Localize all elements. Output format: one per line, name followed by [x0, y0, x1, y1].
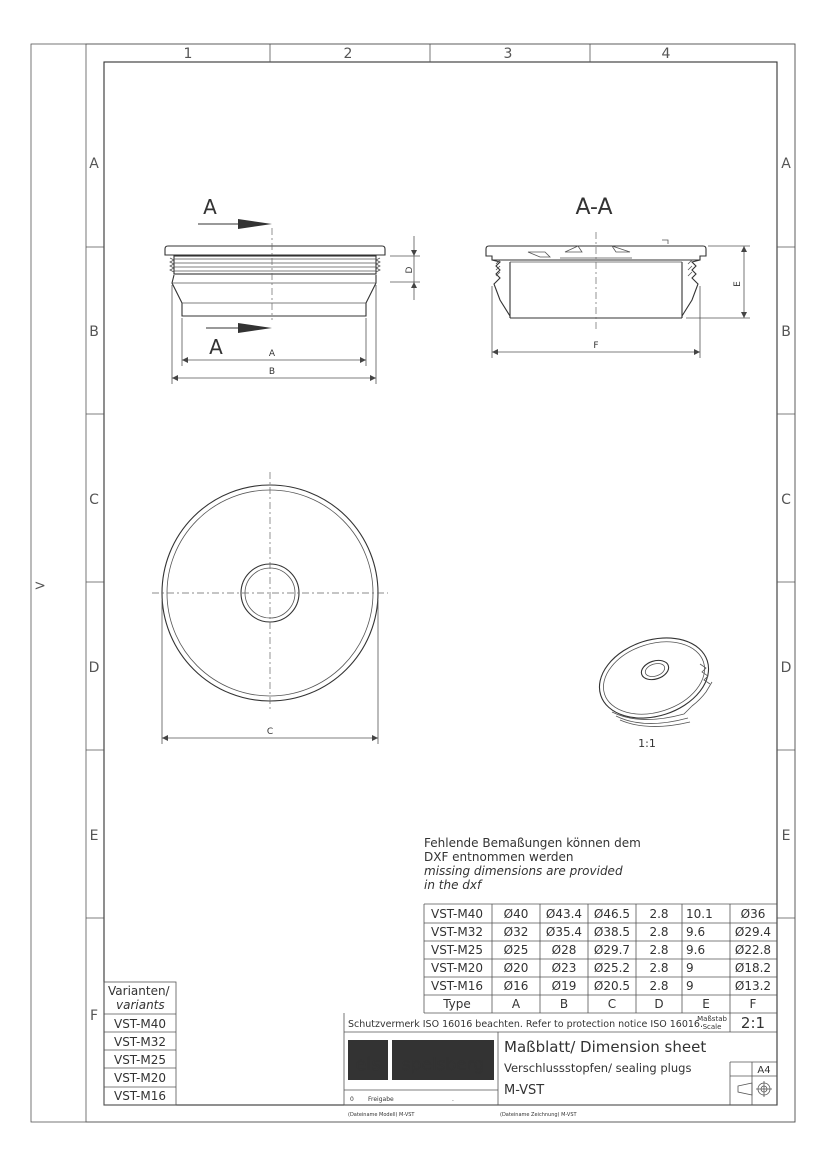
row-label-a-left: A [89, 156, 99, 172]
table-cell: Ø32 [503, 925, 529, 939]
table-cell: VST-M16 [430, 979, 484, 993]
table-cell: Ø29.4 [734, 925, 772, 939]
projection-symbol-icon [738, 1081, 772, 1097]
table-header-cell: F [749, 997, 757, 1011]
table-cell: Ø29.7 [593, 943, 631, 957]
note-de-line1: Fehlende Bemaßungen können dem [424, 836, 641, 850]
table-cell: 2.8 [649, 925, 669, 939]
table-row [431, 961, 771, 975]
row-label-c-right: C [781, 492, 791, 508]
table-header-cell: C [607, 997, 617, 1011]
table-cell: Ø28 [551, 943, 577, 957]
table-cell: Ø35.4 [545, 925, 583, 939]
status-index: 0 [350, 1096, 354, 1103]
table-header-cell: Type [443, 997, 471, 1011]
variant-item: VST-M16 [113, 1089, 167, 1103]
scale-label-de: Maßstab [697, 1015, 727, 1023]
row-label-f-left: F [89, 1008, 99, 1024]
table-row [431, 925, 771, 939]
dxf-note [424, 836, 641, 892]
dimension-b-label: B [268, 367, 276, 377]
table-header-cell: D [654, 997, 664, 1011]
dimension-a-label: A [268, 349, 276, 359]
note-en-line2: in the dxf [424, 878, 482, 892]
variant-item: VST-M40 [113, 1017, 167, 1031]
row-label-e-left: E [89, 828, 99, 844]
dimension-f-label: F [593, 341, 599, 351]
sheet-subtitle: Verschlussstopfen/ sealing plugs [504, 1061, 692, 1075]
table-cell: Ø20 [503, 961, 529, 975]
table-header-cell: E [702, 997, 710, 1011]
table-cell: VST-M25 [430, 943, 484, 957]
row-label-b-left: B [89, 324, 99, 340]
table-cell: Ø43.4 [545, 907, 583, 921]
table-cell: 2.8 [649, 943, 669, 957]
scale-value: 2:1 [740, 1014, 766, 1032]
row-dividers [86, 247, 795, 918]
section-label-bottom: A [209, 335, 223, 359]
table-cell: VST-M32 [430, 925, 484, 939]
table-cell: 2.8 [649, 907, 669, 921]
row-label-a-right: A [781, 156, 791, 172]
section-view [486, 232, 706, 330]
scale-label-en: Scale [702, 1023, 722, 1031]
table-cell: Ø25.2 [593, 961, 631, 975]
note-de-line2: DXF entnommen werden [424, 850, 574, 864]
table-cell: VST-M40 [430, 907, 484, 921]
table-cell: Ø13.2 [734, 979, 772, 993]
note-en-line1: missing dimensions are provided [424, 864, 623, 878]
table-cell: 2.8 [649, 979, 669, 993]
column-dividers [270, 44, 590, 62]
status-dot: . [452, 1096, 454, 1103]
table-cell: 9 [686, 961, 694, 975]
model-filename: (Dateiname Modell) M-VST [348, 1112, 415, 1118]
table-cell: Ø36 [740, 907, 766, 921]
table-row [431, 979, 771, 993]
row-label-c-left: C [89, 492, 99, 508]
dimension-d-label: D [405, 266, 415, 274]
part-number: M-VST [504, 1083, 545, 1098]
variant-item: VST-M20 [113, 1071, 167, 1085]
table-cell: Ø25 [503, 943, 529, 957]
variants-title-de: Varianten/ [108, 984, 170, 998]
table-cell: Ø22.8 [734, 943, 772, 957]
table-cell: 9.6 [686, 943, 706, 957]
variant-item: VST-M32 [113, 1035, 167, 1049]
side-marker: > [34, 578, 46, 594]
column-label-1: 1 [183, 46, 193, 62]
section-arrow-top [198, 219, 272, 229]
status-label: Freigabe [368, 1096, 394, 1103]
section-arrow-bottom [206, 323, 272, 333]
iso-view [589, 625, 719, 732]
table-cell: Ø19 [551, 979, 577, 993]
logo-text-left: els [355, 1054, 381, 1075]
table-cell: Ø38.5 [593, 925, 631, 939]
row-label-b-right: B [781, 324, 791, 340]
column-label-3: 3 [503, 46, 513, 62]
table-cell: Ø46.5 [593, 907, 631, 921]
iso-scale-label: 1:1 [638, 737, 656, 750]
table-header-cell: B [559, 997, 569, 1011]
table-cell: Ø23 [551, 961, 577, 975]
table-cell: Ø18.2 [734, 961, 772, 975]
logo-text-right: spelsberg [401, 1055, 485, 1075]
section-title: A-A [575, 195, 613, 220]
row-label-e-right: E [781, 828, 791, 844]
row-label-d-left: D [88, 660, 100, 676]
table-row [431, 943, 771, 957]
table-cell: VST-M20 [430, 961, 484, 975]
column-label-2: 2 [343, 46, 353, 62]
company-logo [348, 1040, 494, 1080]
section-label-top: A [203, 195, 217, 219]
table-header-cell: A [511, 997, 521, 1011]
table-cell: 2.8 [649, 961, 669, 975]
dimension-e-label: E [733, 281, 743, 287]
drawing-filename: (Dateiname Zeichnung) M-VST [500, 1112, 577, 1118]
sheet-format: A4 [757, 1065, 771, 1076]
side-view [165, 228, 385, 320]
table-header-row [442, 997, 756, 1011]
table-cell: Ø16 [503, 979, 529, 993]
top-view [152, 472, 388, 712]
sheet-outer-border [31, 44, 795, 1122]
table-row [431, 907, 765, 921]
sheet-title: Maßblatt/ Dimension sheet [504, 1038, 707, 1056]
variants-title-en: variants [116, 998, 165, 1012]
table-cell: 9 [686, 979, 694, 993]
row-label-d-right: D [780, 660, 792, 676]
dimension-c-label: C [266, 727, 274, 737]
protection-notice: Schutzvermerk ISO 16016 beachten. Refer to protection notice ISO 16016. [348, 1019, 703, 1030]
table-cell: Ø40 [503, 907, 529, 921]
table-cell: Ø20.5 [593, 979, 631, 993]
variant-item: VST-M25 [113, 1053, 167, 1067]
table-cell: 9.6 [686, 925, 706, 939]
column-label-4: 4 [661, 46, 671, 62]
table-cell: 10.1 [686, 907, 713, 921]
